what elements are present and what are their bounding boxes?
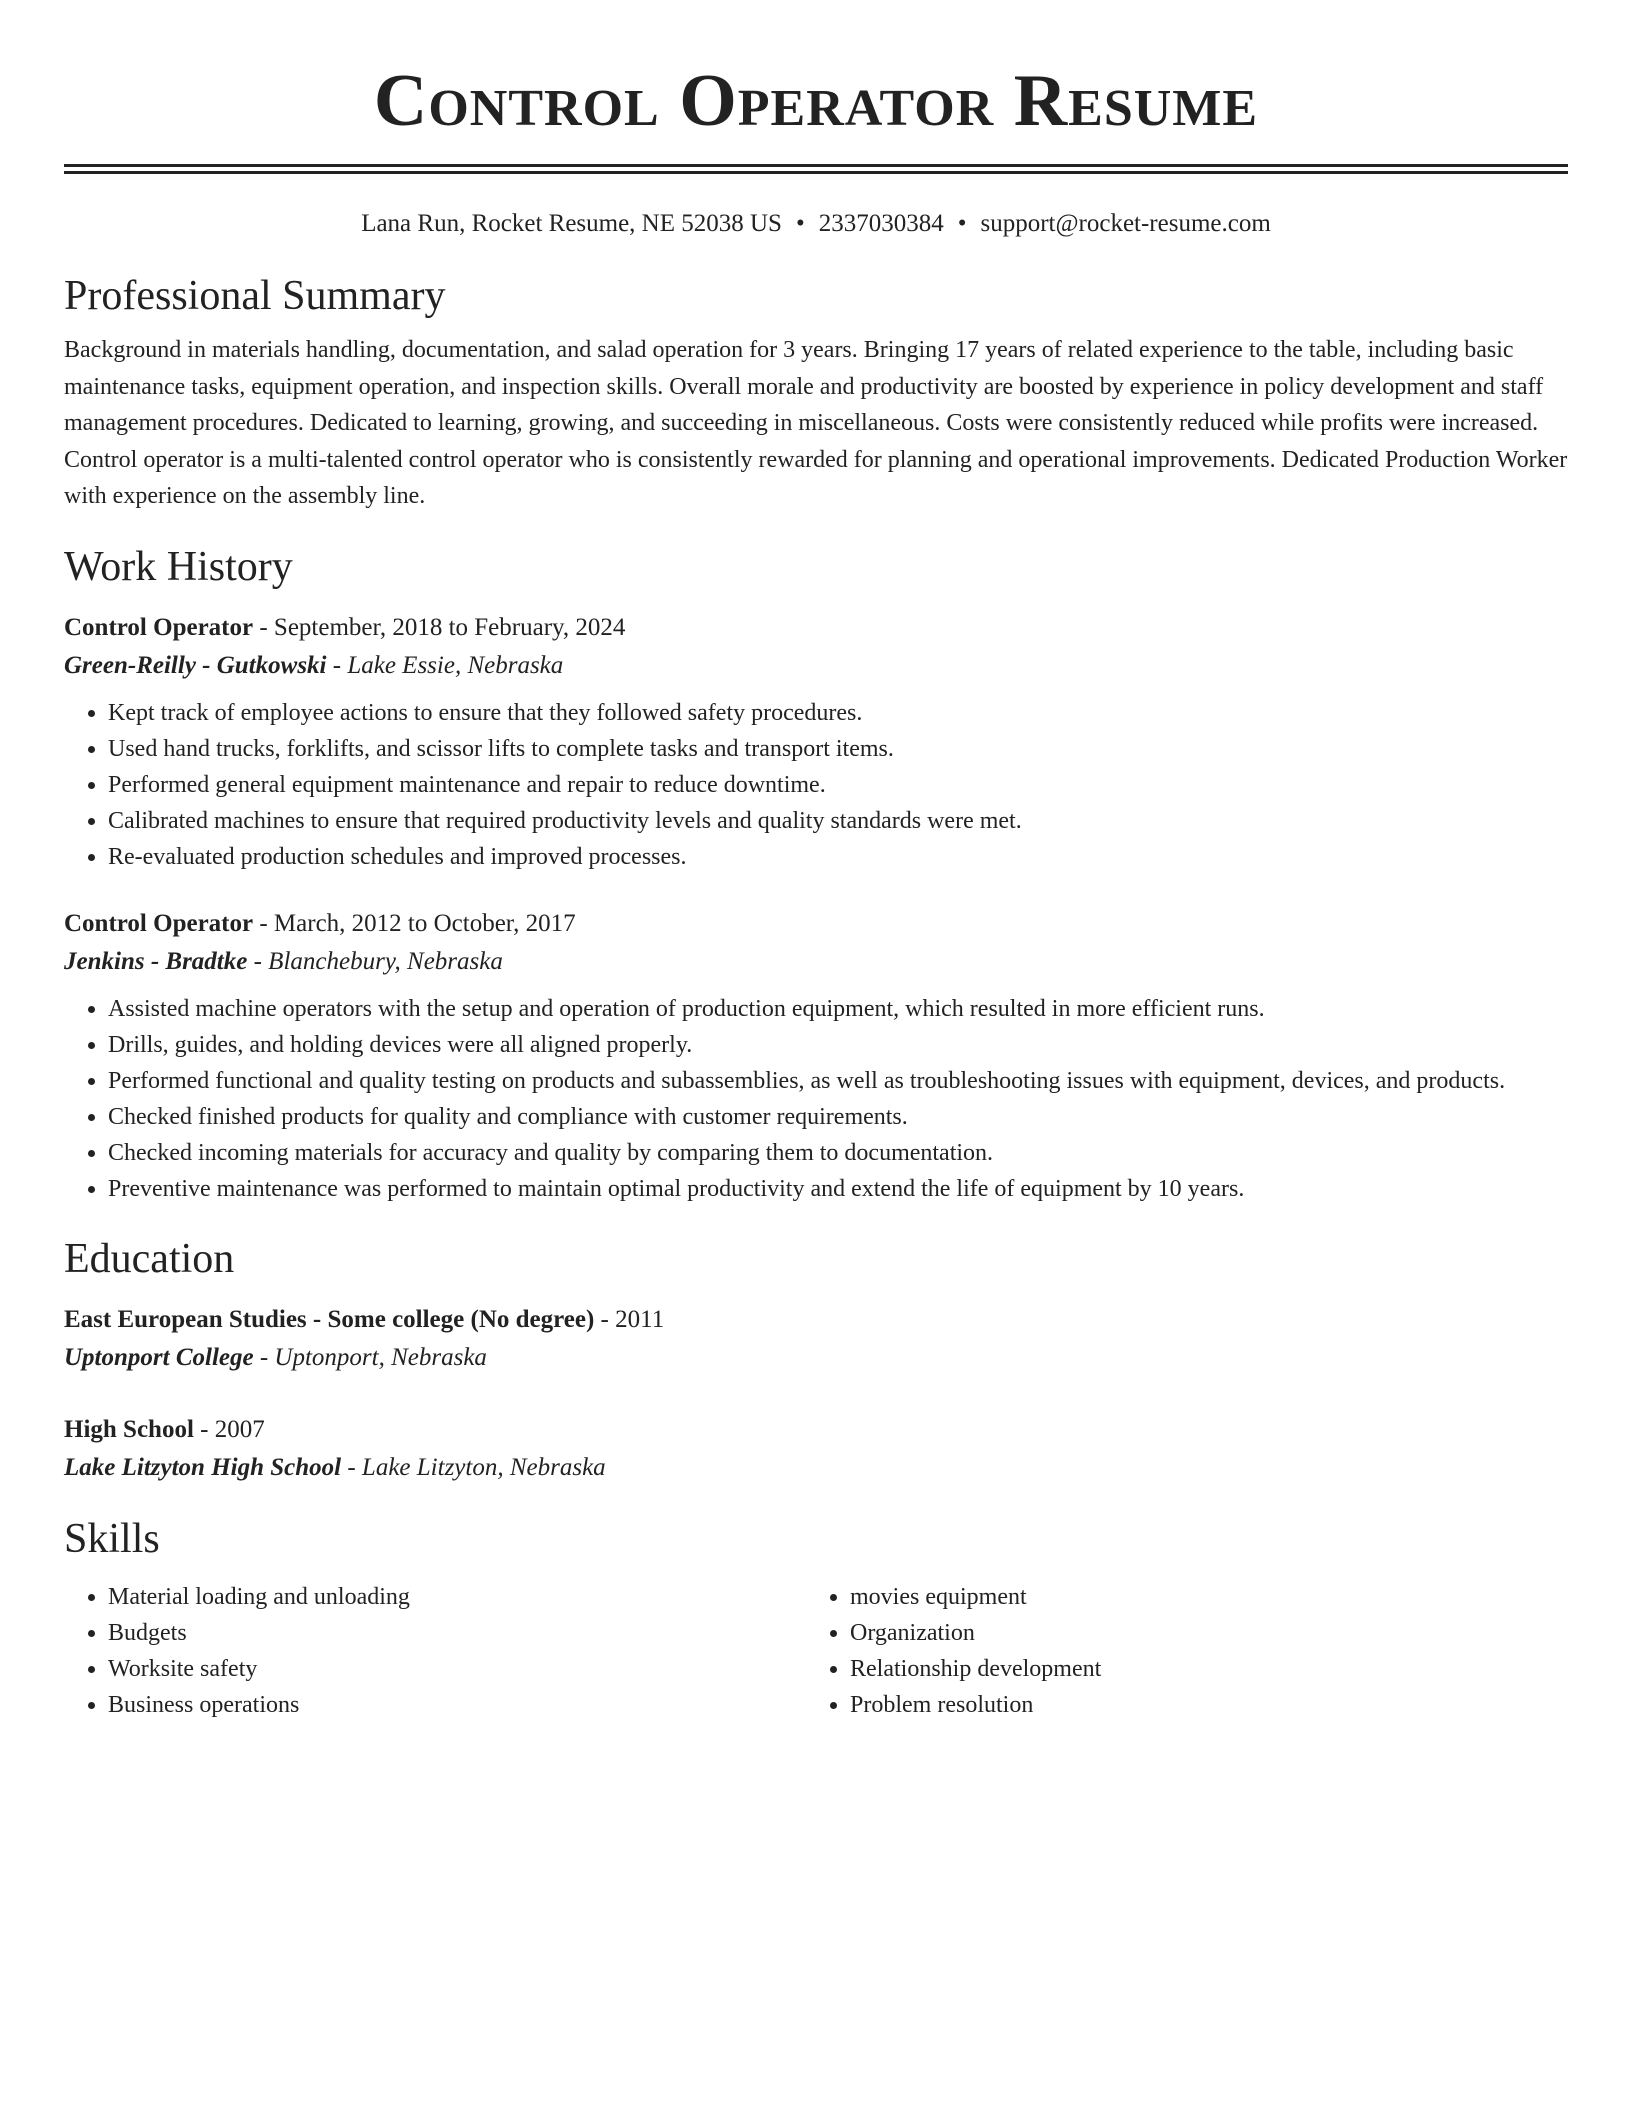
- list-item: • Kept track of employee actions to ensure that they followed safety procedures.: [108, 695, 1568, 731]
- list-item: • Re-evaluated production schedules and improved processes.: [108, 839, 1568, 875]
- job-dates: - March, 2012 to October, 2017: [253, 909, 576, 937]
- job-entry: [64, 905, 1568, 1207]
- contact-address: Lana Run, Rocket Resume, NE 52038 US: [361, 210, 782, 237]
- contact-separator: •: [957, 210, 967, 237]
- skills-heading: Skills: [64, 1515, 160, 1562]
- list-item: • Preventive maintenance was performed to maintain optimal productivity and extend the life of equipment by 10 years.: [108, 1171, 1568, 1207]
- education-entry: [64, 1301, 1568, 1377]
- job-company: Jenkins - Bradtke: [64, 947, 248, 975]
- list-item: • Checked incoming materials for accuracy and quality by comparing them to documentation.: [108, 1135, 1568, 1171]
- job-company: Green-Reilly - Gutkowski: [64, 651, 327, 679]
- education-entry: [64, 1411, 1568, 1487]
- job-duties: [64, 991, 1568, 1207]
- summary-text: Background in materials handling, documentation, and salad operation for 3 years. Bringing 17 years of related experience to the table, including basic maintenance tasks, equipment operation, and inspection skills. Overall morale and productivity are boosted by experience in policy development and staff management procedures. Dedicated to learning, growing, and succeeding in miscellaneous. Costs were consistently reduced while profits were increased. Control operator is a multi-talented control operator who is consistently rewarded for planning and operational improvements. Dedicated Production Worker with experience on the assembly line.: [64, 337, 1568, 509]
- education-location: - Lake Litzyton, Nebraska: [341, 1453, 606, 1481]
- education-location: - Uptonport, Nebraska: [253, 1343, 487, 1371]
- contact-line: [64, 208, 1568, 240]
- education-school-line: [64, 1339, 1568, 1377]
- resume-title: Control Operator Resume: [373, 60, 1259, 142]
- skill-item: • Relationship development: [850, 1651, 1548, 1687]
- job-location: - Blanchebury, Nebraska: [247, 947, 503, 975]
- contact-phone: 2337030384: [818, 210, 944, 237]
- education-header: [64, 1411, 1568, 1449]
- skill-item: • Business operations: [108, 1687, 806, 1723]
- skill-item: • Problem resolution: [850, 1687, 1548, 1723]
- job-employer: [64, 647, 1568, 685]
- skills-columns: [64, 1579, 1568, 1723]
- list-item: • Drills, guides, and holding devices were all aligned properly.: [108, 1027, 1568, 1063]
- job-dates: - September, 2018 to February, 2024: [253, 613, 626, 641]
- list-item: • Used hand trucks, forklifts, and scissor lifts to complete tasks and transport items.: [108, 731, 1568, 767]
- education-year: - 2007: [193, 1415, 265, 1443]
- job-entry: [64, 609, 1568, 875]
- skill-item: • Budgets: [108, 1615, 806, 1651]
- education-school: Uptonport College: [64, 1343, 254, 1371]
- education-degree: East European Studies - Some college (No degree): [64, 1305, 595, 1333]
- education-school: Lake Litzyton High School: [64, 1453, 342, 1481]
- skills-list-left: [64, 1579, 806, 1723]
- list-item: • Checked finished products for quality and compliance with customer requirements.: [108, 1099, 1568, 1135]
- job-title: Control Operator: [64, 909, 254, 937]
- job-location: - Lake Essie, Nebraska: [326, 651, 564, 679]
- skill-item: • Material loading and unloading: [108, 1579, 806, 1615]
- contact-email: support@rocket-resume.com: [980, 210, 1271, 237]
- list-item: • Assisted machine operators with the setup and operation of production equipment, which resulted in more efficient runs.: [108, 991, 1568, 1027]
- education-school-line: [64, 1449, 1568, 1487]
- job-employer: [64, 943, 1568, 981]
- education-heading: Education: [64, 1235, 235, 1282]
- education-header: [64, 1301, 1568, 1339]
- skill-item: • Worksite safety: [108, 1651, 806, 1687]
- job-duties: [64, 695, 1568, 875]
- resume-page: [64, 0, 1568, 1723]
- work-history-heading: Work History: [64, 543, 293, 590]
- skill-item: • Organization: [850, 1615, 1548, 1651]
- list-item: • Performed general equipment maintenance and repair to reduce downtime.: [108, 767, 1568, 803]
- title-double-rule: [64, 164, 1568, 174]
- skill-item: • movies equipment: [850, 1579, 1548, 1615]
- list-item: • Calibrated machines to ensure that required productivity levels and quality standards were met.: [108, 803, 1568, 839]
- job-title: Control Operator: [64, 613, 254, 641]
- education-degree: High School: [64, 1415, 194, 1443]
- summary-heading: Professional Summary: [64, 273, 446, 319]
- education-year: - 2011: [594, 1305, 665, 1333]
- list-item: • Performed functional and quality testing on products and subassemblies, as well as troubleshooting issues with equipment, devices, and products.: [108, 1063, 1568, 1099]
- job-header: [64, 609, 1568, 647]
- job-header: [64, 905, 1568, 943]
- skills-list-right: [806, 1579, 1548, 1723]
- contact-separator: •: [795, 210, 805, 237]
